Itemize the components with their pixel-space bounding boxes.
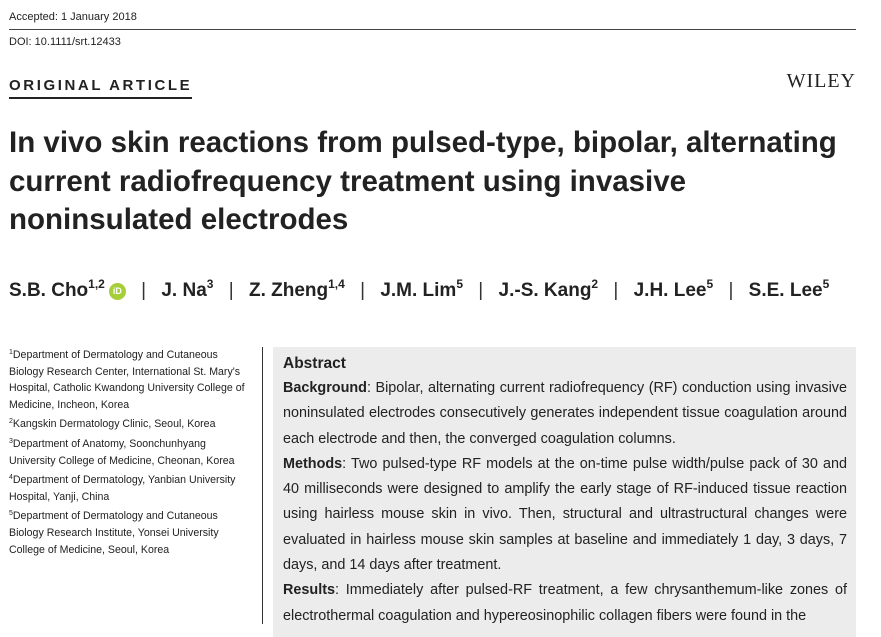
author-name[interactable]: J.H. Lee$^5$ xyxy=(633,277,714,301)
author-name[interactable]: S.B. Cho$^{1,2}$ xyxy=(9,277,105,301)
doi-link[interactable]: DOI: 10.1111/srt.12433 xyxy=(9,36,121,48)
article-type-label: ORIGINAL ARTICLE xyxy=(9,77,192,99)
abstract-panel xyxy=(273,347,856,637)
abstract-results: Results: Immediately after pulsed-RF treatment, a few chrysanthemum-like zones of electrothermal coagulation and hypereosinophilic collagen fibers were found in the xyxy=(283,582,847,624)
author-separator: | xyxy=(478,280,484,301)
abstract-background: Background: Bipolar, alternating current radiofrequency (RF) conduction using invasive noninsulated electrodes consecutively generates independent tissue coagulation around each electrode and then, the converged coagulation columns. xyxy=(283,380,847,447)
affiliation-item: $^2$Kangskin Dermatology Clinic, Seoul, Korea xyxy=(9,418,216,431)
author-separator: | xyxy=(360,280,366,301)
affiliation-item: $^5$Department of Dermatology and Cutaneous Biology Research Institute, Yonsei University College of Medicine, Seoul, Korea xyxy=(9,510,219,556)
accepted-date: Accepted: 1 January 2018 xyxy=(9,11,137,23)
affiliation-item: $^3$Department of Anatomy, Soonchunhyang University College of Medicine, Cheonan, Korea xyxy=(9,437,235,467)
author-separator: | xyxy=(228,280,234,301)
column-divider xyxy=(262,347,263,624)
abstract-heading: Abstract xyxy=(283,355,346,372)
affiliations xyxy=(9,345,249,559)
publisher-logo: WILEY xyxy=(786,70,856,92)
author-name[interactable]: J.-S. Kang$^2$ xyxy=(498,277,599,301)
header-divider xyxy=(9,29,856,30)
author-list xyxy=(9,277,879,302)
orcid-icon[interactable]: iD xyxy=(109,283,126,300)
abstract-methods: Methods: Two pulsed-type RF models at the on-time pulse width/pulse pack of 30 and 40 milliseconds were designed to amplify the early stage of RF-induced tissue reaction using hairless mouse skin in vivo. Then, structural and ultrastructural changes were evaluated in hairless mouse skin samples at baseline and immediately 1 day, 3 days, 7 days, and 14 days after treatment. xyxy=(283,455,847,574)
author-name[interactable]: J.M. Lim$^5$ xyxy=(380,277,464,301)
affiliation-item: $^1$Department of Dermatology and Cutaneous Biology Research Center, International St. Mary's Hospital, Catholic Kwandong University College of Medicine, Incheon, Korea xyxy=(9,349,245,411)
author-name[interactable]: S.E. Lee$^5$ xyxy=(748,277,830,301)
author-separator: | xyxy=(141,280,147,301)
affiliation-item: $^4$Department of Dermatology, Yanbian University Hospital, Yanji, China xyxy=(9,474,236,503)
author-separator: | xyxy=(613,280,619,301)
author-name[interactable]: J. Na$^3$ xyxy=(161,277,214,301)
article-title: In vivo skin reactions from pulsed-type, bipolar, alternating current radiofrequency treatment using invasive noninsulated electrodes xyxy=(9,126,837,236)
author-separator: | xyxy=(728,280,734,301)
author-name[interactable]: Z. Zheng$^{1,4}$ xyxy=(248,277,345,301)
